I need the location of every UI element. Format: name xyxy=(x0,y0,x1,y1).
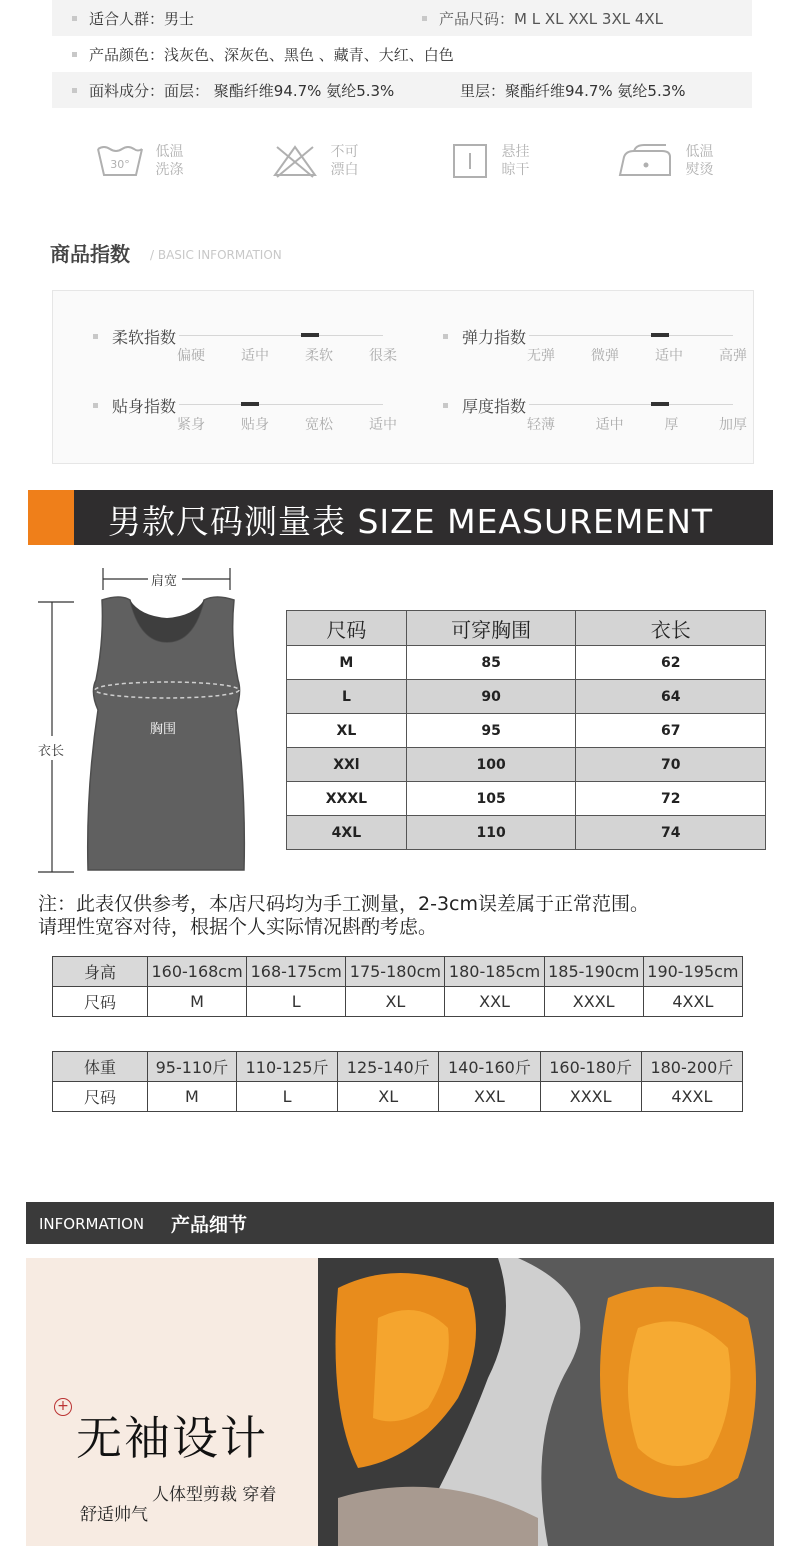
care-dry-line1: 悬挂 xyxy=(501,144,530,160)
index-track xyxy=(179,335,383,336)
fabric-inner-label: 里层：聚酯纤维94.7% 氨纶5.3% xyxy=(460,81,686,100)
length-cell: 70 xyxy=(576,748,766,782)
product-info xyxy=(52,0,752,108)
care-wash-line1: 低温 xyxy=(155,144,184,160)
index-option: 偏硬 xyxy=(177,348,205,364)
basic-info-subtitle: / BASIC INFORMATION xyxy=(150,248,282,262)
index-option: 无弹 xyxy=(527,348,555,364)
index-fit xyxy=(53,394,397,444)
table-cell: XXL xyxy=(445,987,544,1017)
table-cell: 110-125斤 xyxy=(236,1052,337,1082)
bullet-icon xyxy=(93,403,98,408)
index-track xyxy=(179,404,383,405)
size-measurement-banner xyxy=(28,490,773,545)
table-row xyxy=(53,1052,743,1082)
bullet-icon xyxy=(422,16,427,21)
chest-label: 胸围 xyxy=(150,722,177,737)
note-line-2: 请理性宽容对待，根据个人实际情况斟酌考虑。 xyxy=(38,916,438,938)
index-track xyxy=(529,335,733,336)
table-cell: 125-140斤 xyxy=(338,1052,439,1082)
length-cell: 62 xyxy=(576,646,766,680)
care-iron-line2: 熨烫 xyxy=(685,162,714,178)
index-marker xyxy=(241,402,259,406)
chest-cell: 110 xyxy=(406,816,576,850)
index-option: 适中 xyxy=(241,348,269,364)
index-label: 厚度指数 xyxy=(462,397,527,416)
banner-accent xyxy=(28,490,74,545)
size-cell: XXl xyxy=(287,748,407,782)
svg-text:30°: 30° xyxy=(109,158,130,171)
table-cell: 190-195cm xyxy=(643,957,742,987)
size-cell: M xyxy=(287,646,407,680)
table-cell: 140-160斤 xyxy=(439,1052,540,1082)
table-cell: XL xyxy=(346,987,445,1017)
index-elasticity xyxy=(403,325,747,375)
table-row xyxy=(287,816,766,850)
size-table-header xyxy=(287,611,766,646)
index-marker xyxy=(301,333,319,337)
care-dry-line2: 晾干 xyxy=(501,162,530,178)
index-option: 适中 xyxy=(369,417,397,433)
size-cell: XL xyxy=(287,714,407,748)
size-cell: XXXL xyxy=(287,782,407,816)
sizes-label: 产品尺码：M L XL XXL 3XL 4XL xyxy=(439,9,664,28)
index-option: 宽松 xyxy=(305,417,333,433)
care-wash xyxy=(52,128,227,194)
table-cell: 160-168cm xyxy=(148,957,247,987)
bullet-icon xyxy=(72,16,77,21)
weight-size-table xyxy=(52,1051,743,1112)
index-option: 柔软 xyxy=(305,348,333,364)
vest-closeup-image xyxy=(318,1258,774,1546)
chest-cell: 90 xyxy=(406,680,576,714)
care-dry xyxy=(402,128,577,194)
size-table xyxy=(286,610,766,850)
table-row xyxy=(287,646,766,680)
iron-low-icon xyxy=(616,143,674,179)
table-cell: 4XXL xyxy=(641,1082,742,1112)
care-iron xyxy=(577,128,752,194)
table-row xyxy=(287,680,766,714)
fabric-outer-label: 面料成分：面层： 聚酯纤维94.7% 氨纶5.3% xyxy=(89,81,395,100)
size-note xyxy=(38,893,798,939)
table-cell: XXXL xyxy=(540,1082,641,1112)
detail-banner-cn: 产品细节 xyxy=(171,1214,248,1236)
table-cell: 185-190cm xyxy=(544,957,643,987)
detail-banner-en: INFORMATION xyxy=(39,1215,145,1233)
care-bleach-line2: 漂白 xyxy=(330,162,359,178)
target-group-label: 适合人群：男士 xyxy=(89,9,195,28)
shoulder-label: 肩宽 xyxy=(151,574,178,589)
bullet-icon xyxy=(72,52,77,57)
length-col-header: 衣长 xyxy=(576,611,766,646)
table-cell: 175-180cm xyxy=(346,957,445,987)
table-cell: M xyxy=(148,987,247,1017)
length-cell: 67 xyxy=(576,714,766,748)
colors-label: 产品颜色：浅灰色、深灰色、黑色 、藏青、大红、白色 xyxy=(89,45,454,64)
index-label: 贴身指数 xyxy=(112,397,177,416)
size-cell: L xyxy=(287,680,407,714)
index-label: 弹力指数 xyxy=(462,328,527,347)
care-wash-line2: 洗涤 xyxy=(155,162,184,178)
bullet-icon xyxy=(72,88,77,93)
table-row xyxy=(287,782,766,816)
index-option: 厚 xyxy=(664,417,679,433)
banner-title: 男款尺码测量表 SIZE MEASUREMENT xyxy=(108,502,714,541)
table-cell: 身高 xyxy=(53,957,148,987)
table-cell: 尺码 xyxy=(53,987,148,1017)
table-cell: 95-110斤 xyxy=(148,1052,237,1082)
table-cell: XXL xyxy=(439,1082,540,1112)
table-cell: 160-180斤 xyxy=(540,1052,641,1082)
chest-col-header: 可穿胸围 xyxy=(406,611,576,646)
length-cell: 64 xyxy=(576,680,766,714)
index-option: 加厚 xyxy=(718,417,747,433)
table-cell: 180-185cm xyxy=(445,957,544,987)
table-cell: L xyxy=(236,1082,337,1112)
table-row xyxy=(53,1082,743,1112)
table-cell: 4XXL xyxy=(643,987,742,1017)
detail-title: 无袖设计 xyxy=(76,1411,268,1465)
index-option: 适中 xyxy=(595,417,624,433)
index-option: 适中 xyxy=(655,348,683,364)
care-iron-line1: 低温 xyxy=(685,144,714,160)
info-row-3 xyxy=(52,72,752,108)
table-cell: 168-175cm xyxy=(247,957,346,987)
detail-photo xyxy=(318,1258,774,1546)
table-cell: L xyxy=(247,987,346,1017)
table-row xyxy=(287,748,766,782)
table-cell: 体重 xyxy=(53,1052,148,1082)
table-row xyxy=(287,714,766,748)
table-row xyxy=(53,987,743,1017)
table-cell: M xyxy=(148,1082,237,1112)
care-bleach xyxy=(227,128,402,194)
wash-30-icon xyxy=(96,143,144,179)
index-panel xyxy=(52,290,754,464)
care-instructions xyxy=(52,128,752,194)
index-track xyxy=(529,404,733,405)
chest-cell: 105 xyxy=(406,782,576,816)
chest-cell: 100 xyxy=(406,748,576,782)
table-cell: XL xyxy=(338,1082,439,1112)
bullet-icon xyxy=(443,403,448,408)
index-thickness xyxy=(403,394,747,444)
length-cell: 72 xyxy=(576,782,766,816)
height-size-table xyxy=(52,956,743,1017)
info-row-2 xyxy=(52,36,752,72)
hang-dry-icon xyxy=(450,143,490,179)
index-marker xyxy=(651,402,669,406)
detail-subtitle-1: 人体型剪裁 穿着 xyxy=(152,1485,277,1505)
table-row xyxy=(53,957,743,987)
table-cell: XXXL xyxy=(544,987,643,1017)
care-bleach-line1: 不可 xyxy=(330,144,359,160)
table-cell: 尺码 xyxy=(53,1082,148,1112)
plus-circle-icon: + xyxy=(54,1398,72,1416)
index-option: 贴身 xyxy=(241,417,269,433)
detail-banner xyxy=(26,1202,774,1244)
index-option: 轻薄 xyxy=(527,417,555,433)
length-label: 衣长 xyxy=(38,744,65,759)
index-softness xyxy=(53,325,397,375)
index-option: 微弹 xyxy=(591,348,619,364)
no-bleach-icon xyxy=(271,143,319,179)
size-col-header: 尺码 xyxy=(287,611,407,646)
size-cell: 4XL xyxy=(287,816,407,850)
info-row-1 xyxy=(52,0,752,36)
index-option: 很柔 xyxy=(369,348,397,364)
length-cell: 74 xyxy=(576,816,766,850)
bullet-icon xyxy=(443,334,448,339)
chest-cell: 95 xyxy=(406,714,576,748)
index-option: 紧身 xyxy=(177,417,205,433)
detail-subtitle-2: 舒适帅气 xyxy=(80,1505,148,1525)
table-cell: 180-200斤 xyxy=(641,1052,742,1082)
index-marker xyxy=(651,333,669,337)
index-label: 柔软指数 xyxy=(112,328,177,347)
note-line-1: 注：此表仅供参考，本店尺码均为手工测量，2-3cm误差属于正常范围。 xyxy=(38,893,649,915)
index-option: 高弹 xyxy=(719,348,747,364)
basic-info-title: 商品指数 xyxy=(50,242,130,266)
bullet-icon xyxy=(93,334,98,339)
chest-cell: 85 xyxy=(406,646,576,680)
